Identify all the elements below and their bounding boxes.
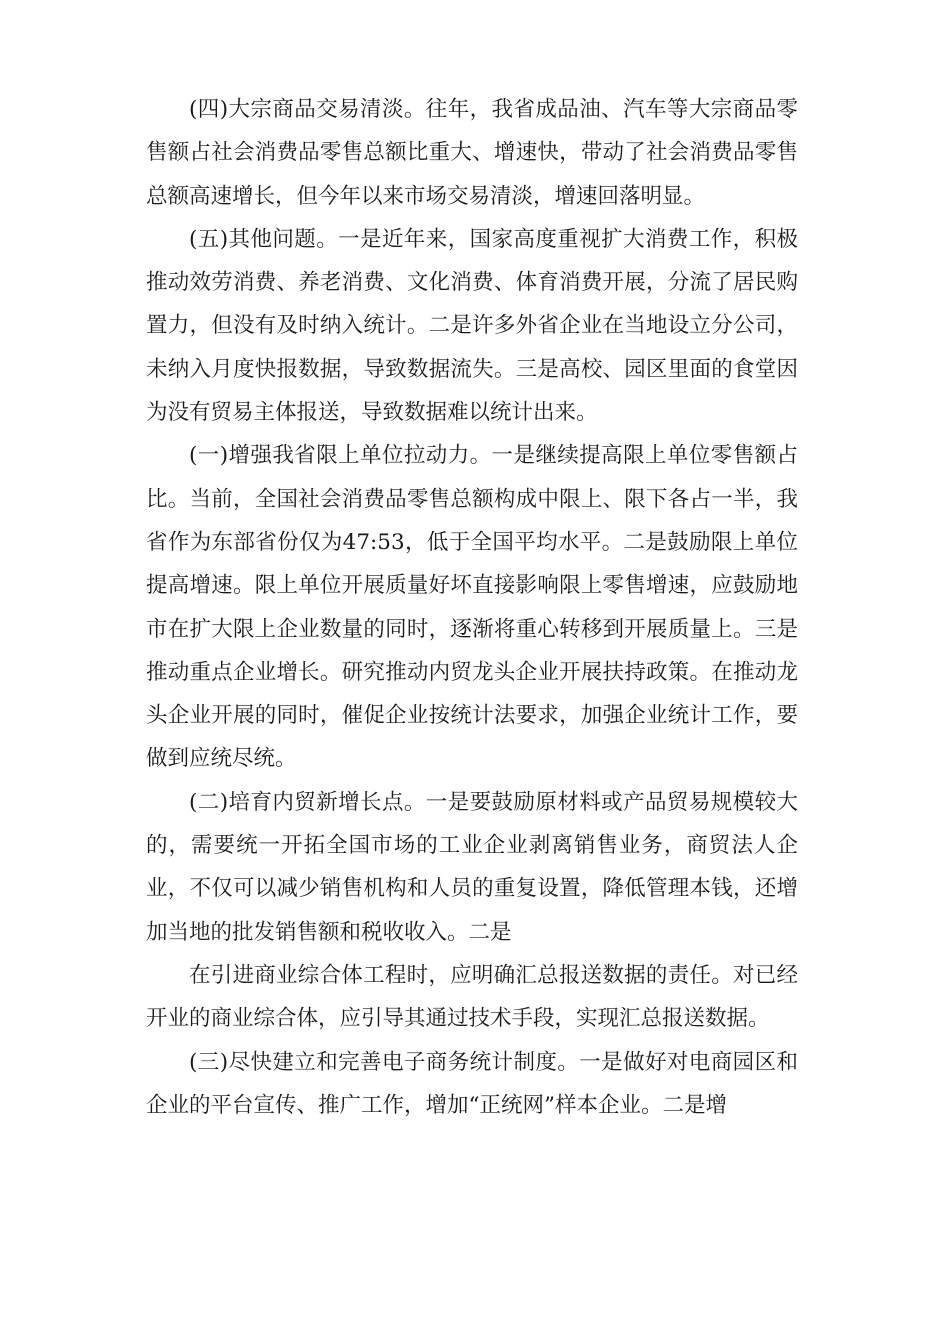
paragraph-bulk-commodities: (四)大宗商品交易清淡。往年，我省成品油、汽车等大宗商品零售额占社会消费品零售总额比重大、增速快，带动了社会消费品零售总额高速增长，但今年以来市场交易清淡，增速回落明显。: [146, 97, 798, 209]
paragraph-strengthen-units: (一)增强我省限上单位拉动力。一是继续提高限上单位零售额占比。当前，全国社会消费品零售总额构成中限上、限下各占一半，我省作为东部省份仅为47:53，低于全国平均水平。二是鼓励限上单位提高增速。限上单位开展质量好坏直接影响限上零售增速，应鼓励地市在扩大限上企业数量的同时，逐渐将重心转移到开展质量上。三是推动重点企业增长。研究推动内贸龙头企业开展扶持政策。在推动龙头企业开展的同时，催促企业按统计法要求，加强企业统计工作，要做到应统尽统。: [146, 443, 798, 772]
paragraph-other-issues: (五)其他问题。一是近年来，国家高度重视扩大消费工作，积极推动效劳消费、养老消费、文化消费、体育消费开展，分流了居民购置力，但没有及时纳入统计。二是许多外省企业在当地设立分公司，未纳入月度快报数据，导致数据流失。三是高校、园区里面的食堂因为没有贸易主体报送，导致数据难以统计出来。: [146, 226, 798, 426]
paragraph-ecommerce-statistics: (三)尽快建立和完善电子商务统计制度。一是做好对电商园区和企业的平台宣传、推广工作，增加“正统网”样本企业。二是增: [146, 1049, 798, 1118]
document-body: [146, 88, 798, 1127]
paragraph-commercial-complex: 在引进商业综合体工程时，应明确汇总报送数据的责任。对已经开业的商业综合体，应引导其通过技术手段，实现汇总报送数据。: [146, 962, 798, 1032]
paragraph-growth-points: (二)培育内贸新增长点。一是要鼓励原材料或产品贸易规模较大的，需要统一开拓全国市场的工业企业剥离销售业务，商贸法人企业，不仅可以减少销售机构和人员的重复设置，降低管理本钱，还增加当地的批发销售额和税收收入。二是: [146, 789, 798, 945]
